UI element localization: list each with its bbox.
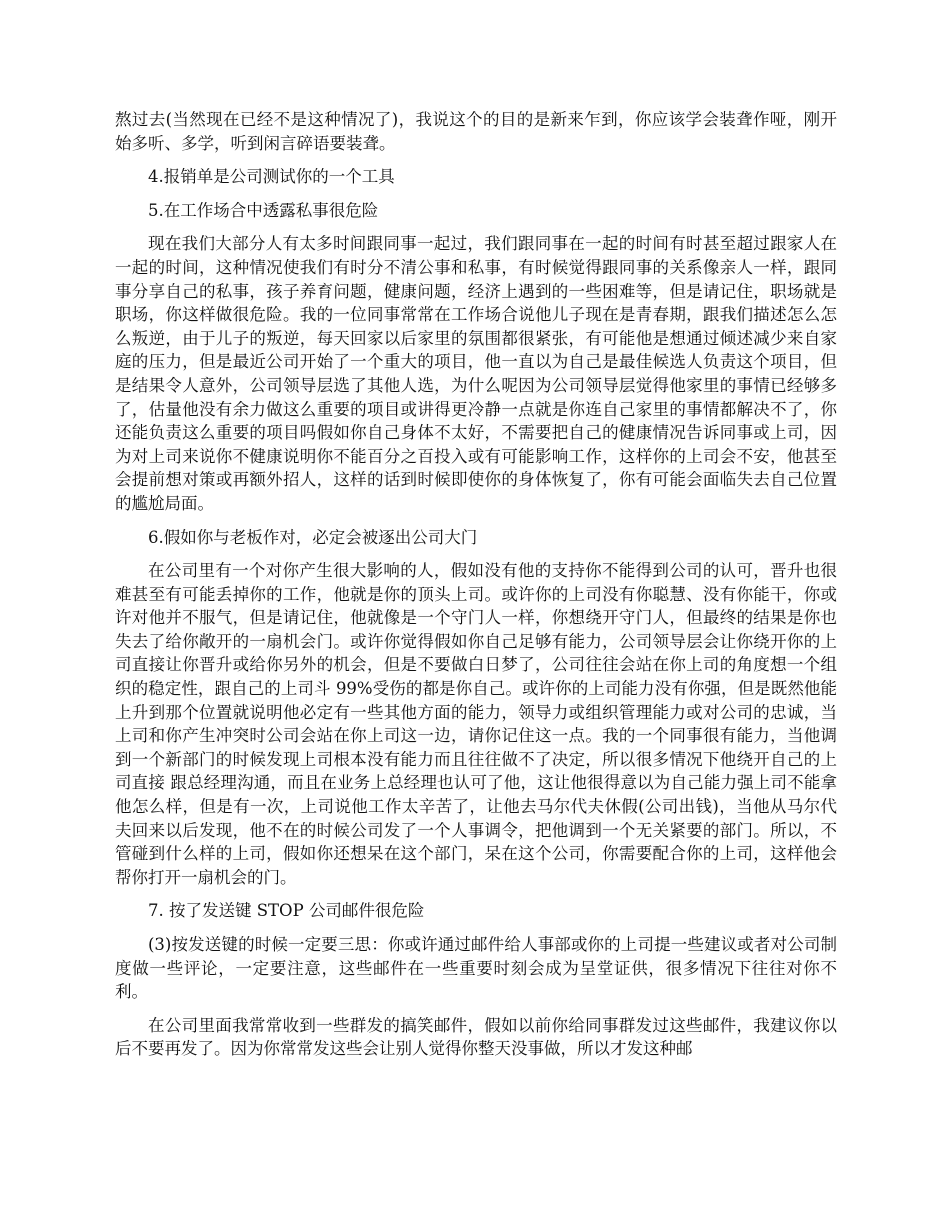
paragraph-private-matters: 现在我们大部分人有太多时间跟同事一起过，我们跟同事在一起的时间有时甚至超过跟家人在一起的时间，这种情况使我们有时分不清公事和私事，有时候觉得跟同事的关系像亲人一样，跟同事分享自己的私事，孩子养育问题，健康问题，经济上遇到的一些困难等，但是请记住，职场就是职场，你这样做很危险。我的一位同事常常在工作场合说他儿子现在是青春期，跟我们描述怎么怎么叛逆，由于儿子的叛逆，每天回家以后家里的氛围都很紧张，有可能他是想通过倾述减少来自家庭的压力，但是最近公司开始了一个重大的项目，他一直以为自己是最佳候选人负责这个项目，但是结果令人意外，公司领导层选了其他人选，为什么呢因为公司领导层觉得他家里的事情已经够多了，估量他没有余力做这么重要的项目或讲得更冷静一点就是你连自己家里的事情都解决不了，你还能负责这么重要的项目吗假如你自己身体不太好，不需要把自己的健康情况告诉同事或上司，因为对上司来说你不健康说明你不能百分之百投入或有可能影响工作，这样你的上司会不安，他甚至会提前想对策或再额外招人，这样的话到时候即使你的身体恢复了，你有可能会面临失去自己位置的尴尬局面。 <box>115 234 837 513</box>
section-heading-7: 7. 按了发送键 STOP 公司邮件很危险 <box>148 901 425 921</box>
section-heading-6: 6.假如你与老板作对，必定会被逐出公司大门 <box>148 527 478 547</box>
document-page <box>115 108 837 1071</box>
paragraph-intro: 熬过去(当然现在已经不是这种情况了)，我说这个的目的是新来乍到，你应该学会装聋作哑，刚开始多听、多学，听到闲言碎语要装聋。 <box>115 110 837 153</box>
paragraph-group-mail: 在公司里面我常常收到一些群发的搞笑邮件，假如以前你给同事群发过这些邮件，我建议你以后不要再发了。因为你常常发这些会让别人觉得你整天没事做，所以才发这种邮 <box>115 1015 837 1059</box>
paragraph-send-key: (3)按发送键的时候一定要三思：你或许通过邮件给人事部或你的上司提一些建议或者对公司制度做一些评论，一定要注意，这些邮件在一些重要时刻会成为呈堂证供，很多情况下往往对你不利。 <box>115 935 837 1002</box>
section-heading-4: 4.报销单是公司测试你的一个工具 <box>148 167 395 187</box>
section-heading-5: 5.在工作场合中透露私事很危险 <box>148 200 379 220</box>
paragraph-boss: 在公司里有一个对你产生很大影响的人，假如没有他的支持你不能得到公司的认可，晋升也很难甚至有可能丢掉你的工作，他就是你的顶头上司。或许你的上司没有你聪慧、没有你能干，你或许对他并不服气，但是请记住，他就像是一个守门人一样，你想绕开守门人，但最终的结果是你也失去了给你敞开的一扇机会门。或许你觉得假如你自己足够有能力，公司领导层会让你绕开你的上司直接让你晋升或给你另外的机会，但是不要做白日梦了，公司往往会站在你上司的角度想一个组织的稳定性，跟自己的上司斗 99%受伤的都是你自己。或许你的上司能力没有你强，但是既然他能上升到那个位置就说明他必定有一些其他方面的能力，领导力或组织管理能力或对公司的忠诚，当上司和你产生冲突时公司会站在你上司这一边，请你记住这一点。我的一个同事很有能力，当他调到一个新部门的时候发现上司根本没有能力而且往往做不了决定，所以很多情况下他绕开自己的上司直接 跟总经理沟通，而且在业务上总经理也认可了他，这让他很得意以为自己能力强上司不能拿他怎么样，但是有一次，上司说他工作太辛苦了，让他去马尔代夫休假(公司出钱)，当他从马尔代夫回来以后发现，他不在的时候公司发了一个人事调令，把他调到一个无关紧要的部门。所以，不管碰到什么样的上司，假如你还想呆在这个部门，呆在这个公司，你需要配合你的上司，这样他会帮你打开一扇机会的门。 <box>115 561 837 887</box>
